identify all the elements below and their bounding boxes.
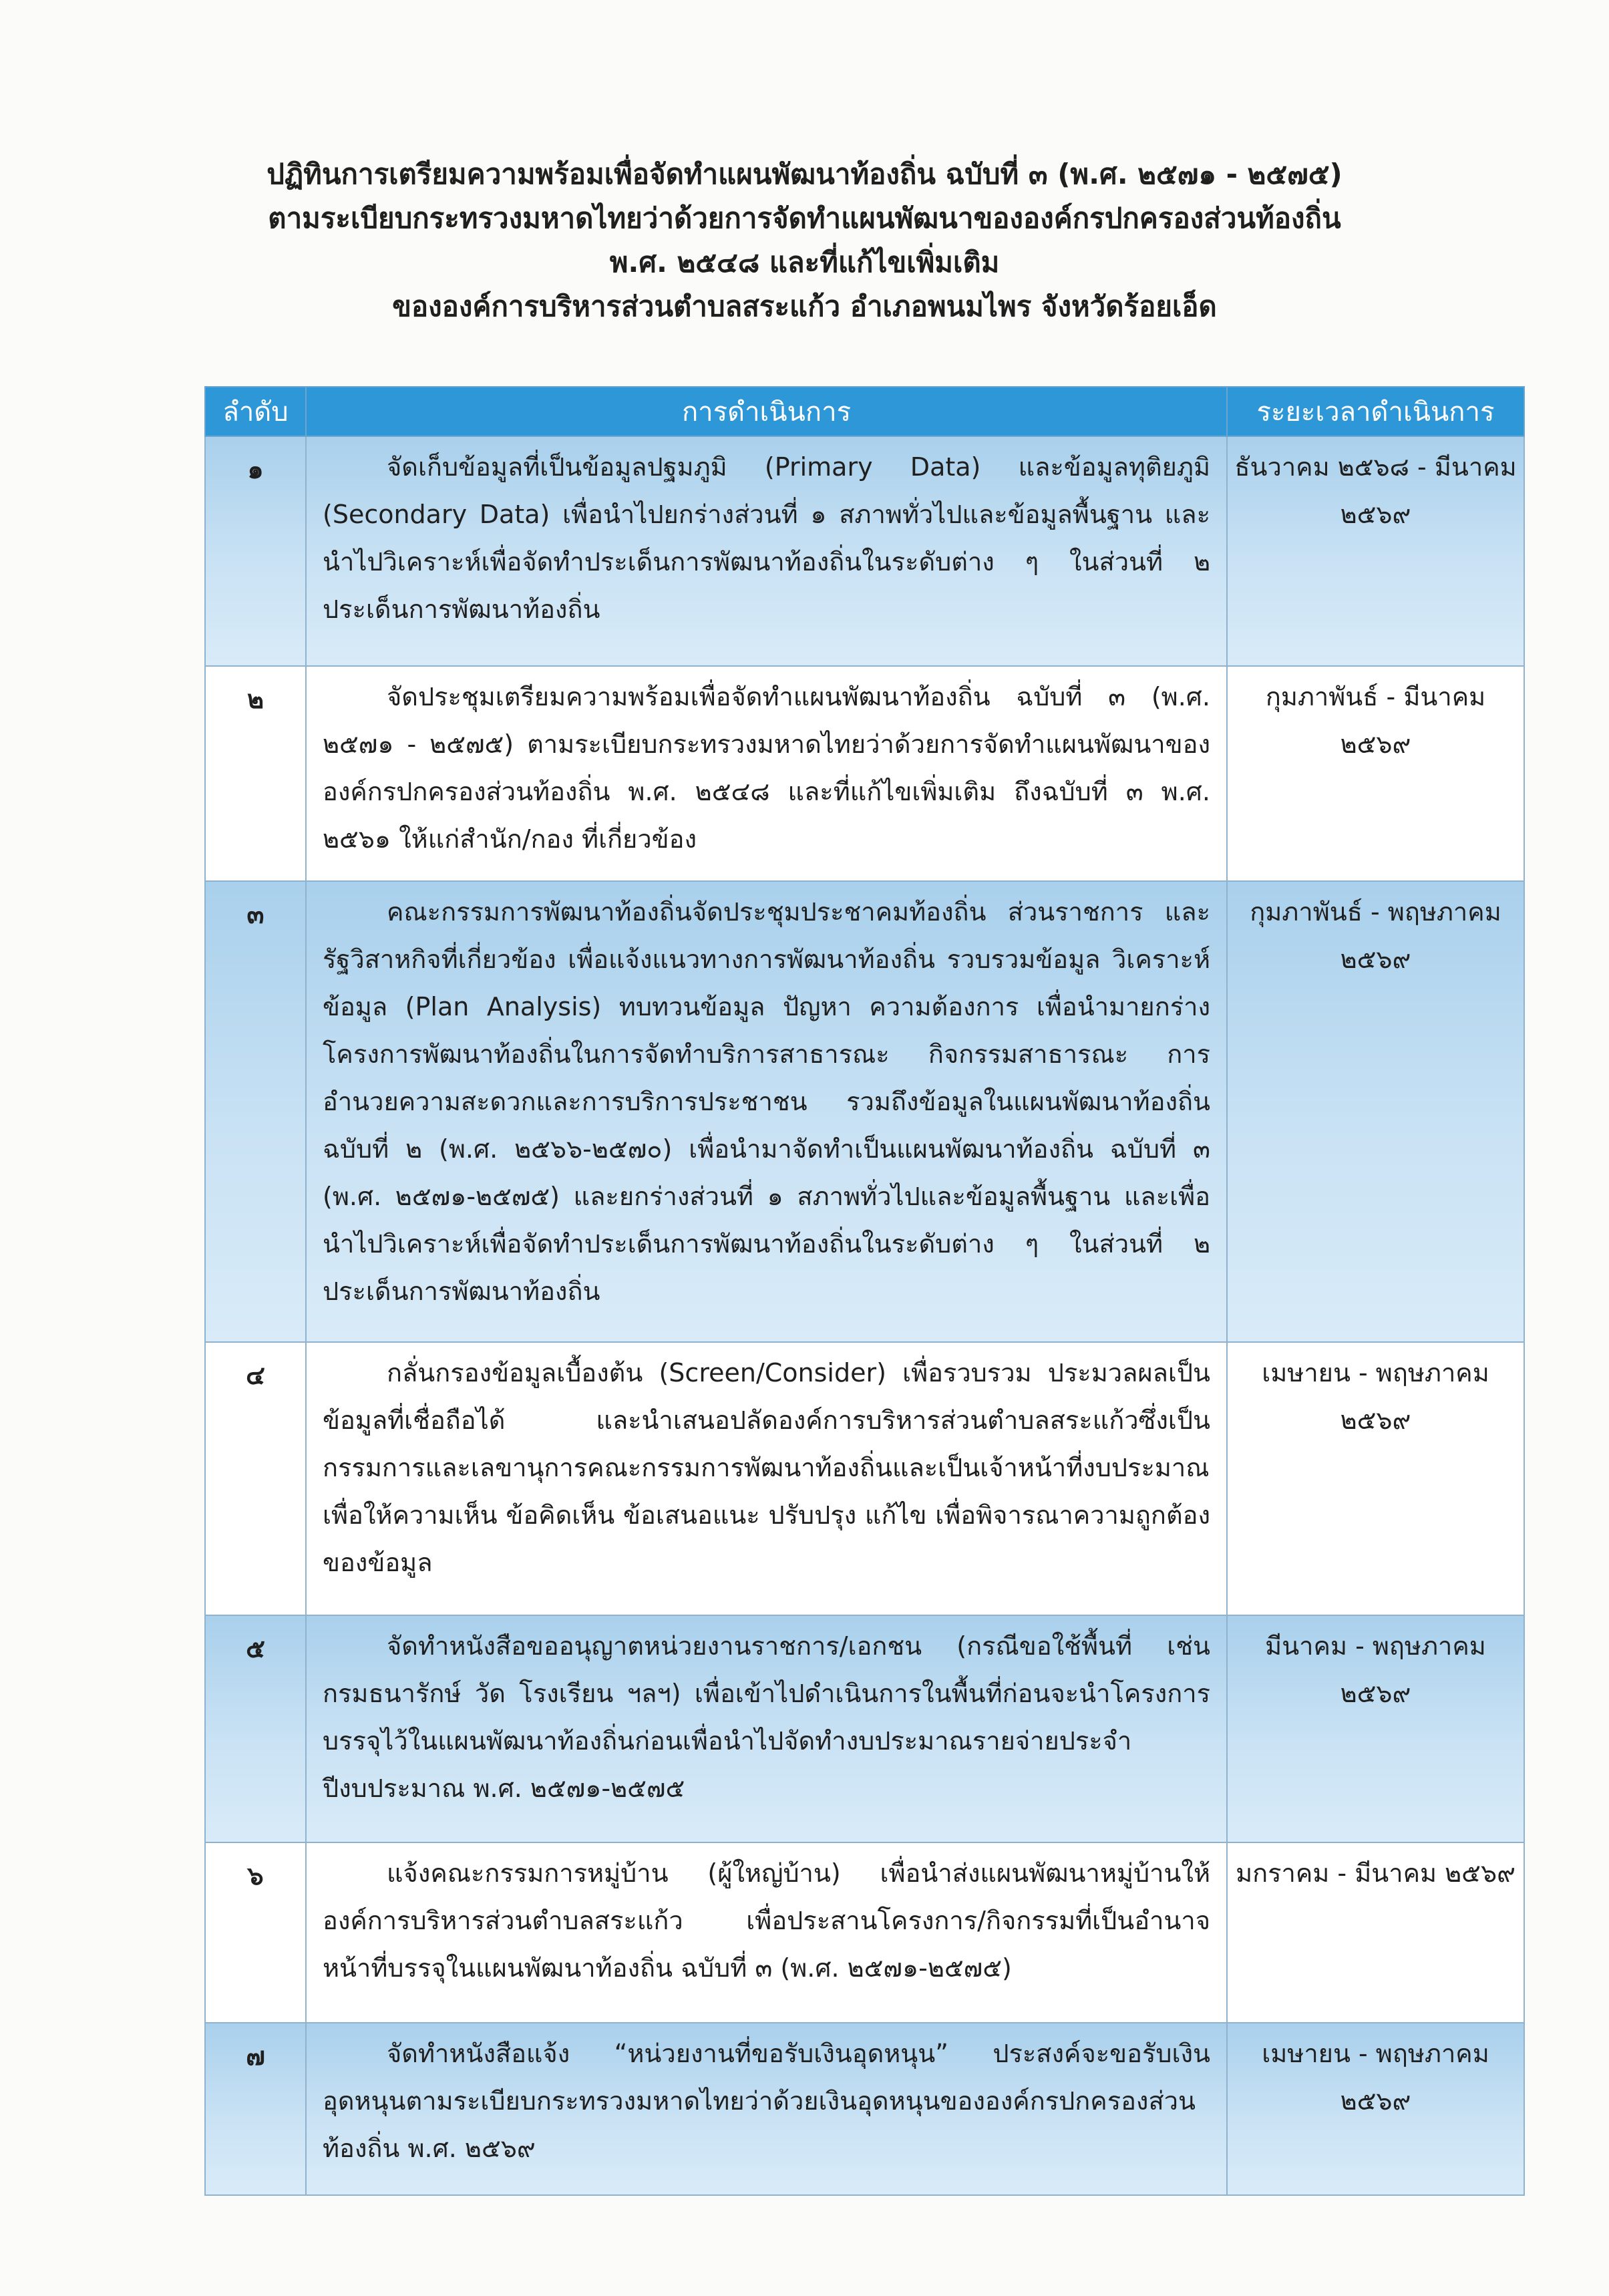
row-period: ธันวาคม ๒๕๖๘ - มีนาคม ๒๕๖๙ [1227, 436, 1524, 666]
row-number: ๗ [205, 2023, 306, 2195]
table-row [205, 881, 1524, 1342]
row-number: ๑ [205, 436, 306, 666]
row-activity: จัดประชุมเตรียมความพร้อมเพื่อจัดทำแผนพัฒนาท้องถิ่น ฉบับที่ ๓ (พ.ศ. ๒๕๗๑ - ๒๕๗๕) ตามระเบียบกระทรวงมหาดไทยว่าด้วยการจัดทำแผนพัฒนาขององค์กรปกครองส่วนท้องถิ่น พ.ศ. ๒๕๔๘ และที่แก้ไขเพิ่มเติม ถึงฉบับที่ ๓ พ.ศ. ๒๕๖๑ ให้แก่สำนัก/กอง ที่เกี่ยวข้อง [306, 666, 1227, 881]
row-period: เมษายน - พฤษภาคม ๒๕๖๙ [1227, 1342, 1524, 1615]
title-line-4: ขององค์การบริหารส่วนตำบลสระแก้ว อำเภอพนมไพร จังหวัดร้อยเอ็ด [392, 290, 1217, 323]
row-activity: กลั่นกรองข้อมูลเบื้องต้น (Screen/Consider) เพื่อรวบรวม ประมวลผลเป็นข้อมูลที่เชื่อถือได้ และนำเสนอปลัดองค์การบริหารส่วนตำบลสระแก้วซึ่งเป็นกรรมการและเลขานุการคณะกรรมการพัฒนาท้องถิ่นและเป็นเจ้าหน้าที่งบประมาณ เพื่อให้ความเห็น ข้อคิดเห็น ข้อเสนอแนะ ปรับปรุง แก้ไข เพื่อพิจารณาความถูกต้องของข้อมูล [306, 1342, 1227, 1615]
row-number: ๔ [205, 1342, 306, 1615]
title-line-3: พ.ศ. ๒๕๔๘ และที่แก้ไขเพิ่มเติม [609, 246, 1000, 279]
table-row [205, 436, 1524, 666]
calendar-table [204, 386, 1525, 2196]
row-number: ๕ [205, 1615, 306, 1842]
row-number: ๖ [205, 1842, 306, 2023]
row-period: เมษายน - พฤษภาคม ๒๕๖๙ [1227, 2023, 1524, 2195]
title-line-2: ตามระเบียบกระทรวงมหาดไทยว่าด้วยการจัดทำแผนพัฒนาขององค์กรปกครองส่วนท้องถิ่น [268, 202, 1341, 234]
document-title [0, 152, 1609, 329]
row-period: กุมภาพันธ์ - มีนาคม ๒๕๖๙ [1227, 666, 1524, 881]
table-row [205, 2023, 1524, 2195]
table-header-row [205, 387, 1524, 436]
row-number: ๒ [205, 666, 306, 881]
row-activity: แจ้งคณะกรรมการหมู่บ้าน (ผู้ใหญ่บ้าน) เพื่อนำส่งแผนพัฒนาหมู่บ้านให้องค์การบริหารส่วนตำบลสระแก้ว เพื่อประสานโครงการ/กิจกรรมที่เป็นอำนาจหน้าที่บรรจุในแผนพัฒนาท้องถิ่น ฉบับที่ ๓ (พ.ศ. ๒๕๗๑-๒๕๗๕) [306, 1842, 1227, 2023]
table-row [205, 1842, 1524, 2023]
row-period: มกราคม - มีนาคม ๒๕๖๙ [1227, 1842, 1524, 2023]
row-period: มีนาคม - พฤษภาคม ๒๕๖๙ [1227, 1615, 1524, 1842]
row-activity: คณะกรรมการพัฒนาท้องถิ่นจัดประชุมประชาคมท้องถิ่น ส่วนราชการ และรัฐวิสาหกิจที่เกี่ยวข้อง เพื่อแจ้งแนวทางการพัฒนาท้องถิ่น รวบรวมข้อมูล วิเคราะห์ข้อมูล (Plan Analysis) ทบทวนข้อมูล ปัญหา ความต้องการ เพื่อนำมายกร่างโครงการพัฒนาท้องถิ่นในการจัดทำบริการสาธารณะ กิจกรรมสาธารณะ การอำนวยความสะดวกและการบริการประชาชน รวมถึงข้อมูลในแผนพัฒนาท้องถิ่น ฉบับที่ ๒ (พ.ศ. ๒๕๖๖-๒๕๗๐) เพื่อนำมาจัดทำเป็นแผนพัฒนาท้องถิ่น ฉบับที่ ๓ (พ.ศ. ๒๕๗๑-๒๕๗๕) และยกร่างส่วนที่ ๑ สภาพทั่วไปและข้อมูลพื้นฐาน และเพื่อนำไปวิเคราะห์เพื่อจัดทำประเด็นการพัฒนาท้องถิ่นในระดับต่าง ๆ ในส่วนที่ ๒ ประเด็นการพัฒนาท้องถิ่น [306, 881, 1227, 1342]
row-activity: จัดเก็บข้อมูลที่เป็นข้อมูลปฐมภูมิ (Primary Data) และข้อมูลทุติยภูมิ (Secondary Data) เพื่อนำไปยกร่างส่วนที่ ๑ สภาพทั่วไปและข้อมูลพื้นฐาน และนำไปวิเคราะห์เพื่อจัดทำประเด็นการพัฒนาท้องถิ่นในระดับต่าง ๆ ในส่วนที่ ๒ ประเด็นการพัฒนาท้องถิ่น [306, 436, 1227, 666]
header-no: ลำดับ [205, 387, 306, 436]
table-row [205, 1615, 1524, 1842]
row-activity: จัดทำหนังสือแจ้ง “หน่วยงานที่ขอรับเงินอุดหนุน” ประสงค์จะขอรับเงินอุดหนุนตามระเบียบกระทรวงมหาดไทยว่าด้วยเงินอุดหนุนขององค์กรปกครองส่วนท้องถิ่น พ.ศ. ๒๕๖๙ [306, 2023, 1227, 2195]
table-row [205, 666, 1524, 881]
row-activity: จัดทำหนังสือขออนุญาตหน่วยงานราชการ/เอกชน (กรณีขอใช้พื้นที่ เช่น กรมธนารักษ์ วัด โรงเรียน ฯลฯ) เพื่อเข้าไปดำเนินการในพื้นที่ก่อนจะนำโครงการบรรจุไว้ในแผนพัฒนาท้องถิ่นก่อนเพื่อนำไปจัดทำงบประมาณรายจ่ายประจำปีงบประมาณ พ.ศ. ๒๕๗๑-๒๕๗๕ [306, 1615, 1227, 1842]
row-period: กุมภาพันธ์ - พฤษภาคม ๒๕๖๙ [1227, 881, 1524, 1342]
header-activity: การดำเนินการ [306, 387, 1227, 436]
header-period: ระยะเวลาดำเนินการ [1227, 387, 1524, 436]
table-row [205, 1342, 1524, 1615]
title-line-1: ปฏิทินการเตรียมความพร้อมเพื่อจัดทำแผนพัฒนาท้องถิ่น ฉบับที่ ๓ (พ.ศ. ๒๕๗๑ - ๒๕๗๕) [266, 158, 1343, 190]
row-number: ๓ [205, 881, 306, 1342]
